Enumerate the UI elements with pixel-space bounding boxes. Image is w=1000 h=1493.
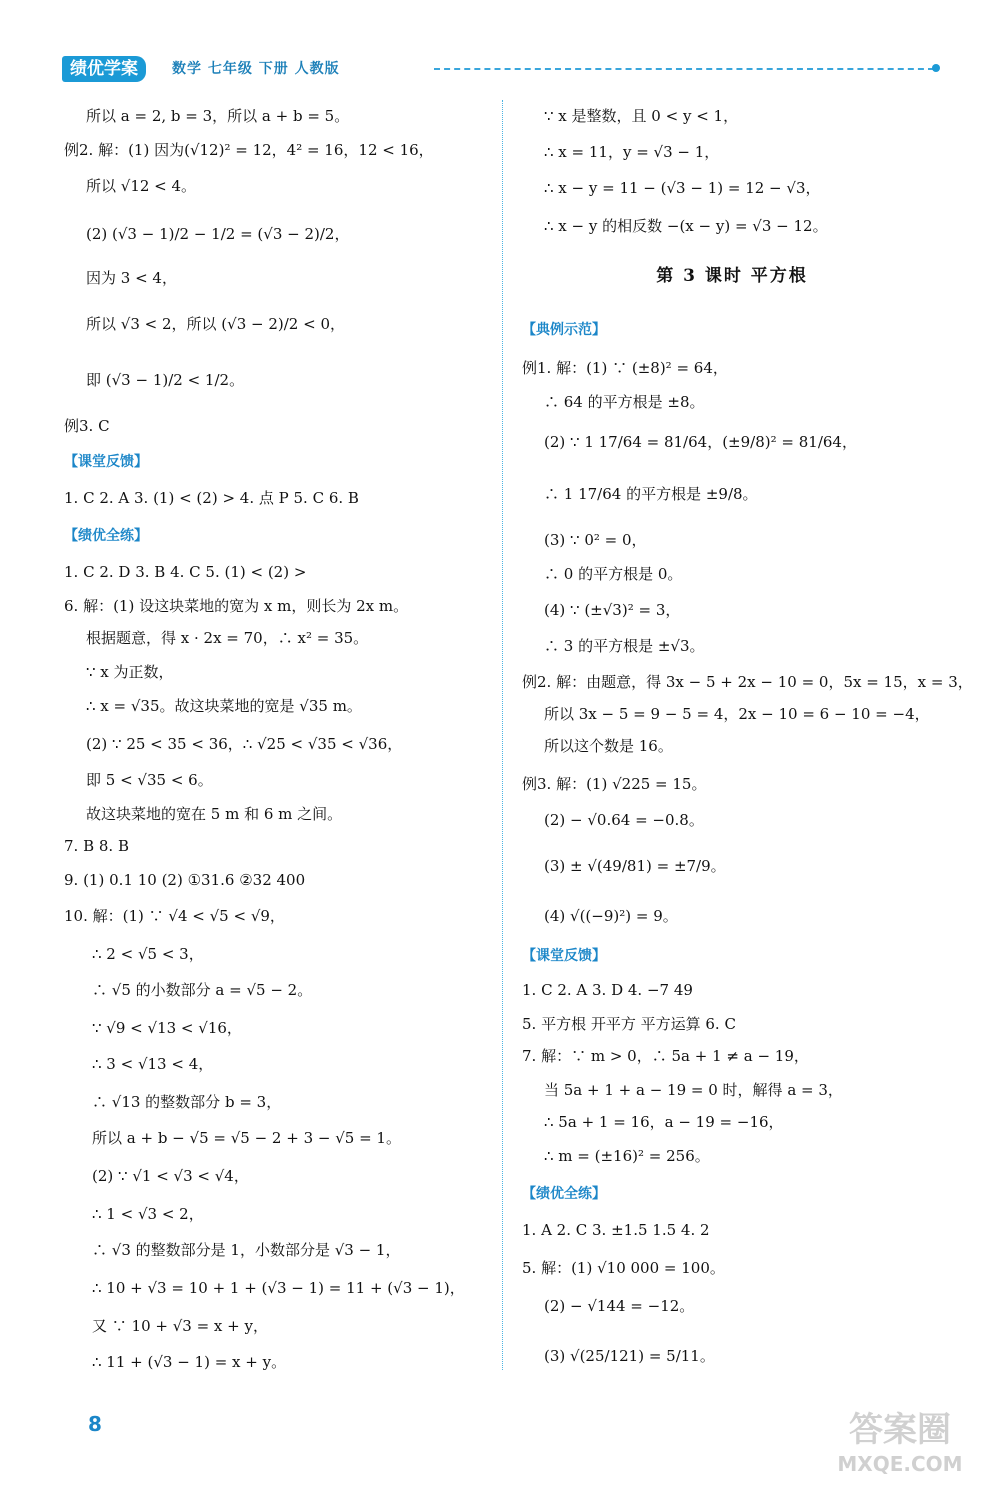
- section-heading: 【课堂反馈】: [64, 454, 148, 470]
- header-dotted-rule: [434, 68, 934, 70]
- answer-line: ∴ x = 11，y = √3 − 1，: [544, 143, 720, 161]
- answer-line: ∴ x − y = 11 − (√3 − 1) = 12 − √3，: [544, 179, 821, 197]
- brand-label: 绩优学案: [62, 56, 146, 82]
- answer-line: (2) ∵ √1 < √3 < √4，: [92, 1167, 249, 1185]
- answer-line: 1. C 2. A 3. (1) < (2) > 4. 点 P 5. C 6. B: [64, 489, 359, 507]
- answer-line: 9. (1) 0.1 10 (2) ①31.6 ②32 400: [64, 871, 306, 889]
- answer-line: (4) ∵ (±√3)² = 3，: [544, 601, 681, 619]
- section-heading: 【绩优全练】: [64, 528, 148, 544]
- answer-line: (2) − √0.64 = −0.8。: [544, 811, 704, 829]
- book-subtitle: 数学 七年级 下册 人教版: [172, 61, 340, 77]
- answer-line: 1. A 2. C 3. ±1.5 1.5 4. 2: [522, 1221, 710, 1239]
- answer-line: ∵ x 是整数，且 0 < y < 1，: [544, 107, 739, 125]
- header-dot-icon: [932, 64, 940, 72]
- answer-line: ∴ 64 的平方根是 ±8。: [544, 393, 705, 411]
- answer-line: ∴ 3 的平方根是 ±√3。: [544, 637, 705, 655]
- column-divider: [502, 100, 503, 1370]
- answer-line: 例1. 解：(1) ∵ (±8)² = 64，: [522, 359, 728, 377]
- answer-line: 例3. 解：(1) √225 = 15。: [522, 775, 707, 793]
- answer-line: ∴ x = √35。故这块菜地的宽是 √35 m。: [86, 697, 362, 715]
- answer-line: (2) ∵ 25 < 35 < 36，∴ √25 < √35 < √36，: [86, 735, 403, 753]
- answer-line: 所以 a + b − √5 = √5 − 2 + 3 − √5 = 1。: [92, 1129, 401, 1147]
- answer-line: ∴ 10 + √3 = 10 + 1 + (√3 − 1) = 11 + (√3 − 1)，: [92, 1279, 465, 1297]
- answer-line: ∴ 3 < √13 < 4，: [92, 1055, 214, 1073]
- answer-line: ∴ 0 的平方根是 0。: [544, 565, 683, 583]
- lesson-title: 第 3 课时 平方根: [656, 266, 808, 286]
- answer-line: 故这块菜地的宽在 5 m 和 6 m 之间。: [86, 805, 343, 823]
- answer-line: ∴ 11 + (√3 − 1) = x + y。: [92, 1353, 287, 1371]
- answer-line: 所以 √3 < 2，所以 (√3 − 2)/2 < 0，: [86, 315, 345, 333]
- answer-line: ∴ √5 的小数部分 a = √5 − 2。: [92, 981, 313, 999]
- answer-line: ∴ x − y 的相反数 −(x − y) = √3 − 12。: [544, 217, 828, 235]
- answer-line: 所以 √12 < 4。: [86, 177, 197, 195]
- answer-line: 所以 3x − 5 = 9 − 5 = 4，2x − 10 = 6 − 10 = −4，: [544, 705, 930, 723]
- answer-line: (2) (√3 − 1)/2 − 1/2 = (√3 − 2)/2，: [86, 225, 350, 243]
- answer-line: 例2. 解：(1) 因为(√12)² = 12，4² = 16，12 < 16，: [64, 141, 434, 159]
- page-number: 8: [88, 1412, 102, 1436]
- answer-line: (4) √((−9)²) = 9。: [544, 907, 678, 925]
- answer-line: (3) ± √(49/81) = ±7/9。: [544, 857, 726, 875]
- answer-line: ∴ 5a + 1 = 16，a − 19 = −16，: [544, 1113, 784, 1131]
- answer-line: 又 ∵ 10 + √3 = x + y，: [92, 1317, 268, 1335]
- watermark-line2: MXQE.COM: [837, 1452, 963, 1476]
- answer-line: (3) ∵ 0² = 0，: [544, 531, 647, 549]
- answer-line: 例2. 解：由题意，得 3x − 5 + 2x − 10 = 0，5x = 15，x = 3，: [522, 673, 973, 691]
- answer-line: 所以这个数是 16。: [544, 737, 673, 755]
- answer-line: 1. C 2. D 3. B 4. C 5. (1) < (2) >: [64, 563, 307, 581]
- answer-line: ∴ √13 的整数部分 b = 3，: [92, 1093, 282, 1111]
- answer-line: ∴ 2 < √5 < 3，: [92, 945, 204, 963]
- answer-line: 因为 3 < 4，: [86, 269, 177, 287]
- answer-line: (2) ∵ 1 17/64 = 81/64，(±9/8)² = 81/64，: [544, 433, 857, 451]
- answer-line: ∴ 1 < √3 < 2，: [92, 1205, 204, 1223]
- answer-line: ∴ 1 17/64 的平方根是 ±9/8。: [544, 485, 758, 503]
- answer-line: 6. 解：(1) 设这块菜地的宽为 x m，则长为 2x m。: [64, 597, 409, 615]
- answer-line: 1. C 2. A 3. D 4. −7 49: [522, 981, 693, 999]
- answer-line: 根据题意，得 x · 2x = 70，∴ x² = 35。: [86, 629, 369, 647]
- page-header: [62, 56, 942, 86]
- answer-line: 例3. C: [64, 417, 110, 435]
- answer-line: 7. 解：∵ m > 0，∴ 5a + 1 ≠ a − 19，: [522, 1047, 809, 1065]
- answer-line: ∵ x 为正数，: [86, 663, 174, 681]
- answer-line: 即 (√3 − 1)/2 < 1/2。: [86, 371, 245, 389]
- answer-line: 所以 a = 2, b = 3，所以 a + b = 5。: [86, 107, 350, 125]
- answer-line: 10. 解：(1) ∵ √4 < √5 < √9，: [64, 907, 285, 925]
- section-heading: 【课堂反馈】: [522, 948, 606, 964]
- answer-line: ∵ √9 < √13 < √16，: [92, 1019, 242, 1037]
- answer-line: 即 5 < √35 < 6。: [86, 771, 213, 789]
- section-heading: 【绩优全练】: [522, 1186, 606, 1202]
- answer-line: 7. B 8. B: [64, 837, 129, 855]
- answer-line: ∴ m = (±16)² = 256。: [544, 1147, 710, 1165]
- answer-line: (3) √(25/121) = 5/11。: [544, 1347, 715, 1365]
- watermark-line1: 答案圈: [849, 1410, 951, 1450]
- section-heading: 【典例示范】: [522, 322, 606, 338]
- answer-line: ∴ √3 的整数部分是 1，小数部分是 √3 − 1，: [92, 1241, 401, 1259]
- answer-line: 5. 平方根 开平方 平方运算 6. C: [522, 1015, 736, 1033]
- answer-line: 5. 解：(1) √10 000 = 100。: [522, 1259, 725, 1277]
- watermark-logo: [820, 1410, 980, 1490]
- answer-line: 当 5a + 1 + a − 19 = 0 时，解得 a = 3，: [544, 1081, 843, 1099]
- answer-line: (2) − √144 = −12。: [544, 1297, 695, 1315]
